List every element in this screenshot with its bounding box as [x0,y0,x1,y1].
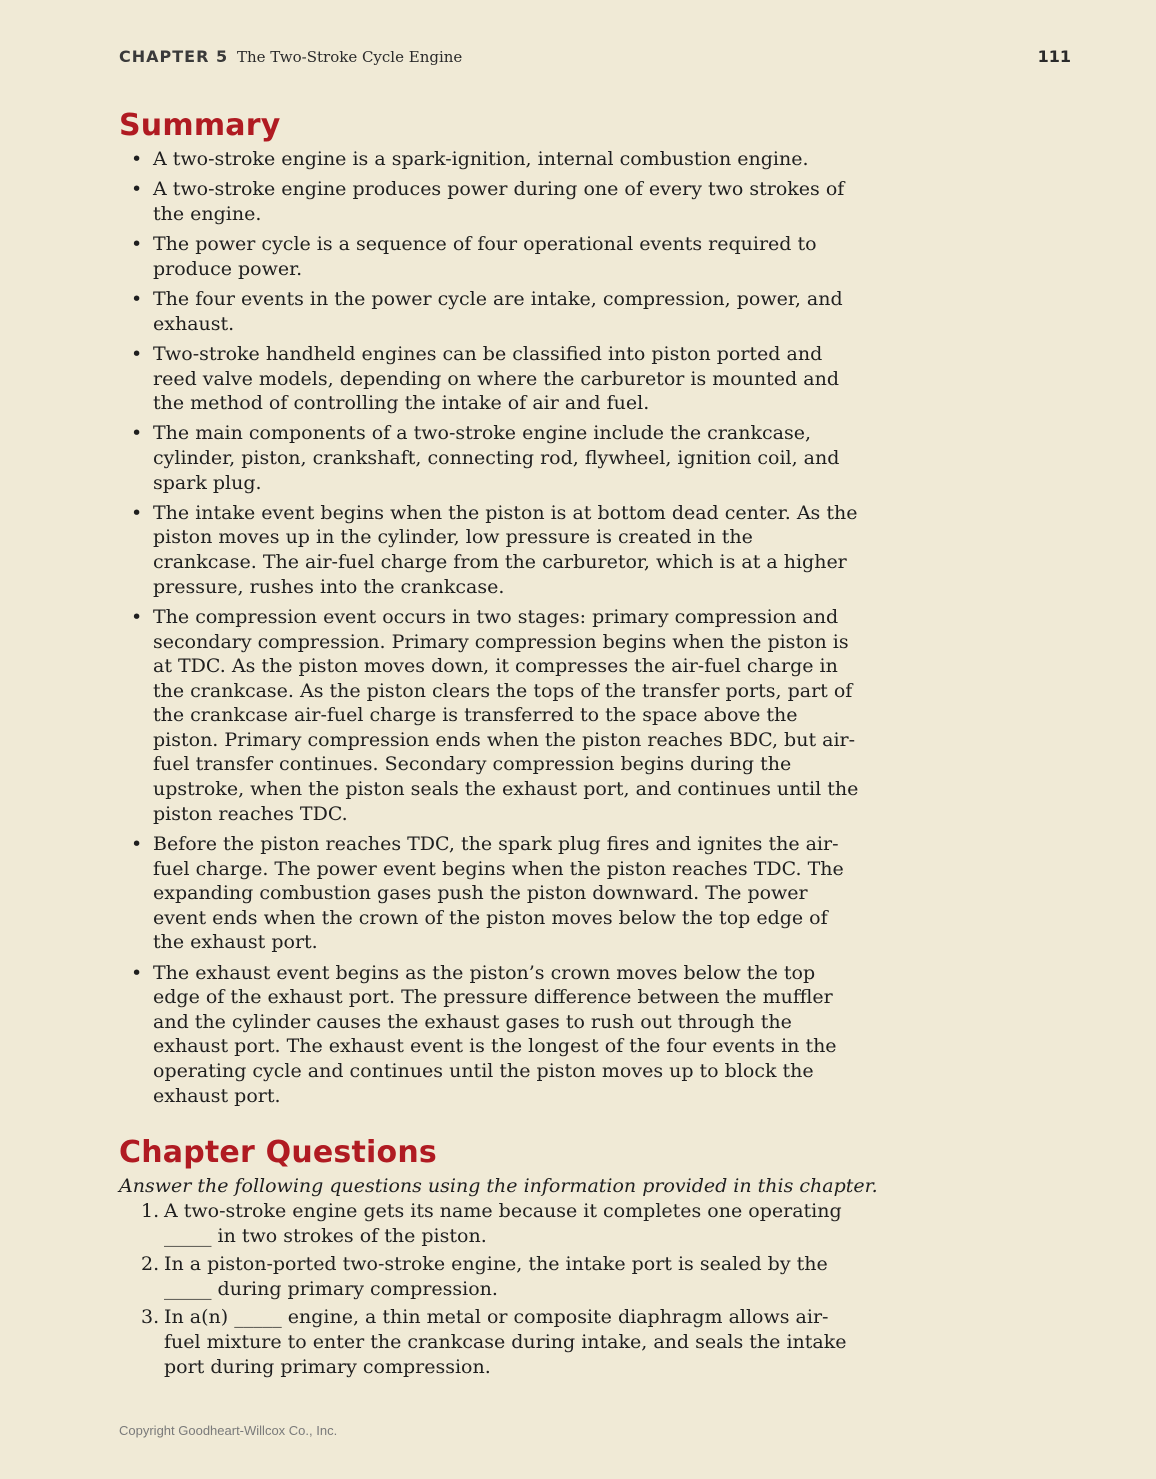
summary-list [119,147,859,1114]
chapter-label: CHAPTER 5 [119,47,229,66]
bullet-icon: • [131,832,143,855]
question-text: In a(n) _____ engine, a thin metal or composite diaphragm allows air-fuel mixture to enter the crankcase during intake, and seals the intake port during primary compression. [164,1306,847,1378]
bullet-icon: • [131,342,143,365]
bullet-icon: • [131,422,143,445]
bullet-icon: • [131,233,143,256]
summary-item-text: A two-stroke engine is a spark-ignition, internal combustion engine. [153,148,809,170]
summary-item [119,605,859,826]
summary-item-text: The exhaust event begins as the piston’s crown moves below the top edge of the exhaust port. The pressure difference between the muffler and the cylinder causes the exhaust gases to rush out through the exhaust port. The exhaust event is the longest of the four events in the operating cycle and continues until the piston moves up to block the exhaust port. [153,961,837,1107]
summary-item [119,832,859,955]
summary-item [119,342,859,416]
questions-list [119,1199,859,1383]
summary-item-text: A two-stroke engine produces power during one of every two strokes of the engine. [153,178,845,225]
summary-item [119,177,859,226]
summary-item [119,287,859,336]
question-text: In a piston-ported two-stroke engine, the intake port is sealed by the _____ during primary compression. [164,1253,828,1300]
question-number: 1. [141,1200,160,1222]
bullet-icon: • [131,148,143,170]
question-number: 2. [141,1253,160,1276]
bullet-icon: • [131,178,143,201]
summary-item [119,232,859,281]
summary-item-text: Before the piston reaches TDC, the spark plug fires and ignites the air-fuel charge. The power event begins when the piston reaches TDC. The expanding combustion gases push the piston downward. The power event ends when the crown of the piston moves below the top edge of the exhaust port. [153,832,844,954]
summary-item-text: The power cycle is a sequence of four operational events required to produce power. [153,233,817,280]
question-item [119,1305,859,1379]
bullet-icon: • [131,605,143,628]
summary-item [119,501,859,599]
summary-item-text: Two-stroke handheld engines can be classified into piston ported and reed valve models, depending on where the carburetor is mounted and the method of controlling the intake of air and fuel. [153,342,839,415]
summary-item [119,961,859,1109]
summary-heading: Summary [119,108,281,143]
question-item [119,1199,859,1248]
summary-item-text: The intake event begins when the piston is at bottom dead center. As the piston moves up in the cylinder, low pressure is created in the crankcase. The air-fuel charge from the carburetor, which is at a higher pressure, rushes into the crankcase. [153,501,858,598]
question-item [119,1252,859,1301]
summary-item-text: The four events in the power cycle are intake, compression, power, and exhaust. [153,288,843,335]
page-header [119,46,1071,70]
summary-item-text: The main components of a two-stroke engine include the crankcase, cylinder, piston, crankshaft, connecting rod, flywheel, ignition coil, and spark plug. [153,422,840,494]
bullet-icon: • [131,501,143,524]
questions-intro: Answer the following questions using the information provided in this chapter. [119,1175,878,1197]
summary-item [119,421,859,495]
bullet-icon: • [131,288,143,311]
question-text: A two-stroke engine gets its name because it completes one operating _____ in two strokes of the piston. [164,1200,842,1247]
chapter-title: The Two-Stroke Cycle Engine [237,48,463,66]
summary-item-text: The compression event occurs in two stages: primary compression and secondary compression. Primary compression begins when the piston is at TDC. As the piston moves down, it compresses the air-fuel charge in the crankcase. As the piston clears the tops of the transfer ports, part of the crankcase air-fuel charge is transferred to the space above the piston. Primary compression ends when the piston reaches BDC, but air-fuel transfer continues. Secondary compression begins during the upstroke, when the piston seals the exhaust port, and continues until the piston reaches TDC. [153,605,859,825]
question-number: 3. [141,1306,160,1329]
summary-item [119,147,859,172]
bullet-icon: • [131,961,143,984]
chapter-questions-heading: Chapter Questions [119,1135,437,1170]
page-number: 111 [1037,47,1071,66]
copyright-footer: Copyright Goodheart-Willcox Co., Inc. [119,1423,338,1438]
